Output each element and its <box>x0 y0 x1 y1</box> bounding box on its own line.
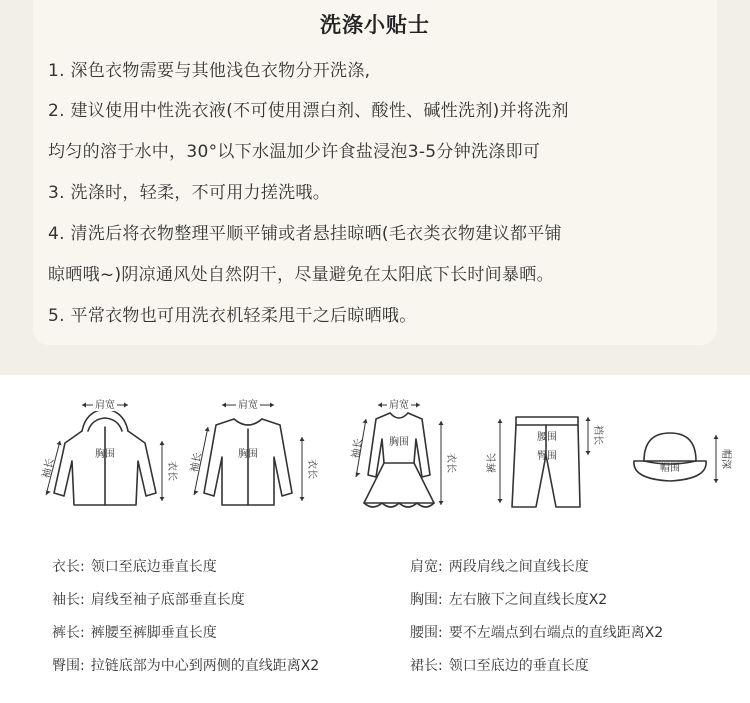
tip-line: 均匀的溶于水中，30°以下水温加少许食盐浸泡3-5分钟洗涤即可 <box>48 142 541 162</box>
hat-depth-label: 帽深 <box>720 449 731 469</box>
tip-line: 3. 洗涤时，轻柔，不可用力搓洗哦。 <box>48 183 331 203</box>
tip-line: 2. 建议使用中性洗衣液(不可使用漂白剂、酸性、碱性洗剂)并将洗剂 <box>48 101 569 121</box>
shoulder-label: 肩宽 <box>389 400 409 411</box>
definition-item <box>410 655 589 675</box>
sleeve-label: 袖长 <box>189 451 205 474</box>
hat-circumference-label: 帽围 <box>660 463 680 474</box>
length-label: 衣长 <box>445 453 456 473</box>
sleeve-label: 袖长 <box>350 437 365 460</box>
length-label: 衣长 <box>306 459 317 479</box>
definition-key: 腰围: <box>410 625 443 641</box>
definition-value: 左右腋下之间直线长度X2 <box>448 592 608 608</box>
chest-label: 胸围 <box>238 449 258 460</box>
definition-item <box>410 589 607 609</box>
length-label: 衣长 <box>166 461 177 481</box>
dress-illustration <box>344 397 459 522</box>
definition-item <box>52 556 217 576</box>
shoulder-label: 肩宽 <box>238 400 258 411</box>
definition-key: 裤长: <box>52 625 85 641</box>
tip-line: 1. 深色衣物需要与其他浅色衣物分开洗涤, <box>48 61 371 81</box>
definition-value: 裤腰至裤脚垂直长度 <box>90 625 217 641</box>
definition-item <box>52 622 217 642</box>
tip-line: 4. 清洗后将衣物整理平顺平铺或者悬挂晾晒(毛衣类衣物建议都平铺 <box>48 224 562 244</box>
definition-value: 拉链底部为中心到两侧的直线距离X2 <box>90 658 320 674</box>
shoulder-label: 肩宽 <box>95 400 115 411</box>
definition-value: 肩线至袖子底部垂直长度 <box>90 592 245 608</box>
definition-item <box>410 556 589 576</box>
definition-item <box>410 622 663 642</box>
crew-neck-top-illustration <box>178 397 318 517</box>
hooded-jacket-illustration <box>30 397 180 517</box>
definition-key: 衣长: <box>52 559 85 575</box>
definition-key: 肩宽: <box>410 559 443 575</box>
definition-item <box>52 655 319 675</box>
waist-label: 腰围 <box>537 432 557 443</box>
definition-value: 两段肩线之间直线长度 <box>448 559 589 575</box>
chest-label: 胸围 <box>389 437 409 448</box>
pants-length-label: 裤长 <box>487 453 498 473</box>
definition-key: 胸围: <box>410 592 443 608</box>
rise-label: 裆长 <box>592 425 603 445</box>
definition-item <box>52 589 245 609</box>
tip-line: 晾晒哦~)阴凉通风处自然阴干，尽量避免在太阳底下长时间暴晒。 <box>48 265 554 285</box>
sleeve-label: 袖长 <box>40 457 57 480</box>
definition-key: 袖长: <box>52 592 85 608</box>
washing-tips-title: 洗涤小贴士 <box>320 13 430 37</box>
definition-value: 领口至底边垂直长度 <box>90 559 217 575</box>
hip-label: 臀围 <box>537 451 557 462</box>
chest-label: 胸围 <box>95 449 115 460</box>
definition-value: 领口至底边的垂直长度 <box>448 658 589 674</box>
tip-line: 5. 平常衣物也可用洗衣机轻柔甩干之后晾晒哦。 <box>48 306 417 326</box>
definition-key: 裙长: <box>410 658 443 674</box>
washing-tips-card <box>33 0 717 345</box>
size-guide-illustrations <box>0 375 750 703</box>
definition-key: 臀围: <box>52 658 85 674</box>
pants-illustration <box>486 397 611 517</box>
definition-value: 要不左端点到右端点的直线距离X2 <box>448 625 664 641</box>
hat-illustration <box>622 397 732 517</box>
